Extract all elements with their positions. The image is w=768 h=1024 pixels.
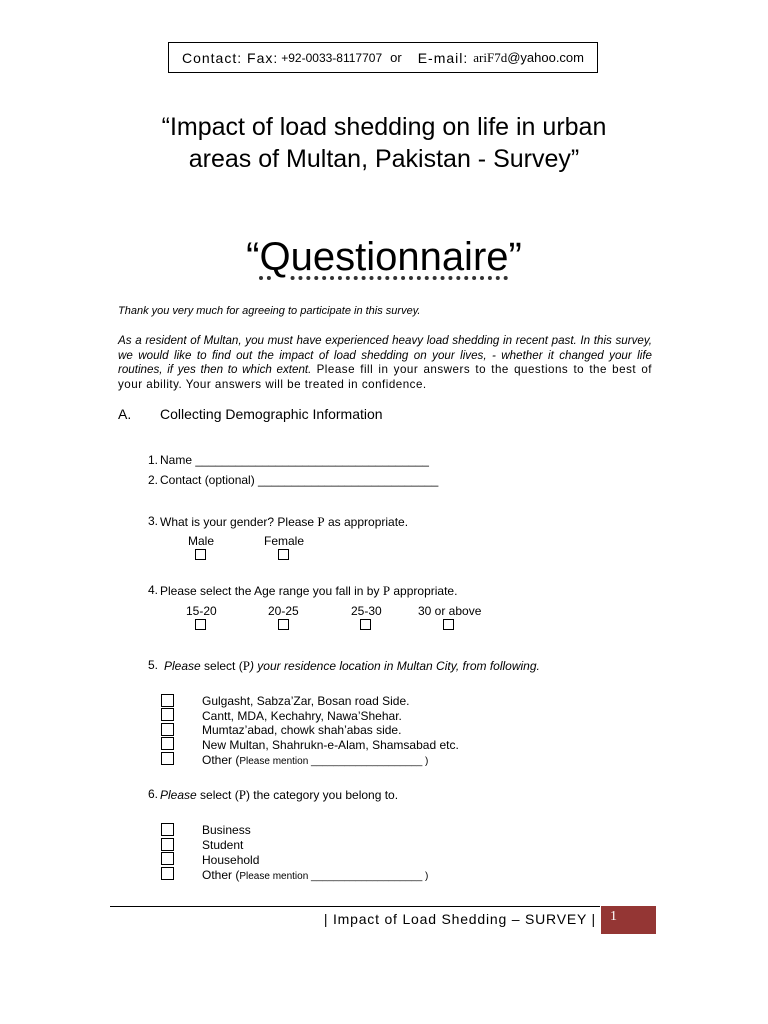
location-option: New Multan, Shahrukn-e-Alam, Shamsabad etc. xyxy=(202,738,459,752)
footer-rule xyxy=(110,906,600,907)
location-other-option: Other (Please mention ____________________ ) xyxy=(202,753,429,767)
footer-title: | Impact of Load Shedding – SURVEY | xyxy=(323,911,596,927)
email-domain: @yahoo.com xyxy=(507,49,584,65)
close-quote: ” xyxy=(508,235,522,279)
title-line-1: “Impact of load shedding on life in urban xyxy=(161,113,607,141)
age-20-25-checkbox[interactable] xyxy=(278,619,289,630)
question-text: Name ___________________________________ xyxy=(160,453,429,467)
intro-thanks: Thank you very much for agreeing to participate in this survey. xyxy=(118,305,421,317)
age-option-label: 25-30 xyxy=(351,604,382,618)
intro-normal: Please fill in your answers to the questions to the best of your ability. Your answers will be treated in confidence. xyxy=(118,363,652,391)
check-mark-symbol: P xyxy=(382,583,391,598)
title-line-2: areas of Multan, Pakistan - Survey” xyxy=(188,145,580,173)
intro-italic: As a resident of Multan, you must have experienced heavy load shedding in recent past. In this survey, we would like to find out the impact of load shedding on your lives, - whether it changed your life routines, if yes then to which extent. xyxy=(118,334,652,377)
section-title: Collecting Demographic Information xyxy=(160,406,383,422)
category-option: Student xyxy=(202,838,244,852)
fax-number: +92-0033-8117707 xyxy=(281,50,383,65)
location-checkbox[interactable] xyxy=(161,723,174,736)
question-number: 5. xyxy=(147,658,158,672)
question-text: Please select the Age range you fall in by P appropriate. xyxy=(160,583,458,598)
gender-male-checkbox[interactable] xyxy=(195,549,206,560)
age-option-label: 15-20 xyxy=(186,604,217,618)
category-option: Household xyxy=(202,853,260,867)
age-option-label: 20-25 xyxy=(268,604,299,618)
email-user: ariF7d xyxy=(473,49,508,65)
question-text: Please select (P) your residence location in Multan City, from following. xyxy=(164,658,540,673)
question-text: Please select (P) the category you belong to. xyxy=(160,787,399,802)
questionnaire-word: Questionnaire xyxy=(259,235,509,279)
question-number: 2. xyxy=(147,473,158,487)
email-address xyxy=(473,50,584,66)
age-option-label: 30 or above xyxy=(418,604,482,618)
option-male-label: Male xyxy=(188,534,215,548)
section-a-heading xyxy=(118,406,383,422)
location-option: Mumtaz’abad, chowk shah’abas side. xyxy=(202,723,402,737)
questionnaire-heading xyxy=(0,233,768,281)
intro-paragraph xyxy=(118,334,652,392)
page-number: 1 xyxy=(601,906,656,934)
question-number: 4. xyxy=(147,583,158,597)
category-other-checkbox[interactable] xyxy=(161,867,174,880)
check-mark-symbol: P xyxy=(238,787,246,802)
contact-box xyxy=(168,42,598,73)
question-text: Contact (optional) ___________________________ xyxy=(160,473,439,487)
location-checkbox[interactable] xyxy=(161,708,174,721)
question-number: 6. xyxy=(147,787,158,801)
location-checkbox[interactable] xyxy=(161,737,174,750)
location-other-checkbox[interactable] xyxy=(161,752,174,765)
location-checkbox[interactable] xyxy=(161,694,174,707)
location-option: Cantt, MDA, Kechahry, Nawa’Shehar. xyxy=(202,709,402,723)
question-number: 3. xyxy=(147,514,158,528)
section-letter: A. xyxy=(118,406,132,422)
category-other-option: Other (Please mention ____________________ ) xyxy=(202,868,429,882)
age-30-above-checkbox[interactable] xyxy=(443,619,454,630)
open-quote: “ xyxy=(246,235,260,279)
question-text: What is your gender? Please P as appropriate. xyxy=(160,514,409,529)
document-title xyxy=(100,111,668,175)
option-female-label: Female xyxy=(264,534,305,548)
check-mark-symbol: P xyxy=(242,658,250,673)
category-option: Business xyxy=(202,823,251,837)
category-checkbox[interactable] xyxy=(161,852,174,865)
age-15-20-checkbox[interactable] xyxy=(195,619,206,630)
category-checkbox[interactable] xyxy=(161,823,174,836)
location-option: Gulgasht, Sabza’Zar, Bosan road Side. xyxy=(202,694,410,708)
age-25-30-checkbox[interactable] xyxy=(360,619,371,630)
question-number: 1. xyxy=(147,453,158,467)
email-label: E-mail: xyxy=(417,49,469,66)
check-mark-symbol: P xyxy=(317,514,325,529)
gender-female-checkbox[interactable] xyxy=(278,549,289,560)
contact-or: or xyxy=(390,50,402,65)
fax-label: Contact: Fax: xyxy=(181,49,279,66)
category-checkbox[interactable] xyxy=(161,838,174,851)
